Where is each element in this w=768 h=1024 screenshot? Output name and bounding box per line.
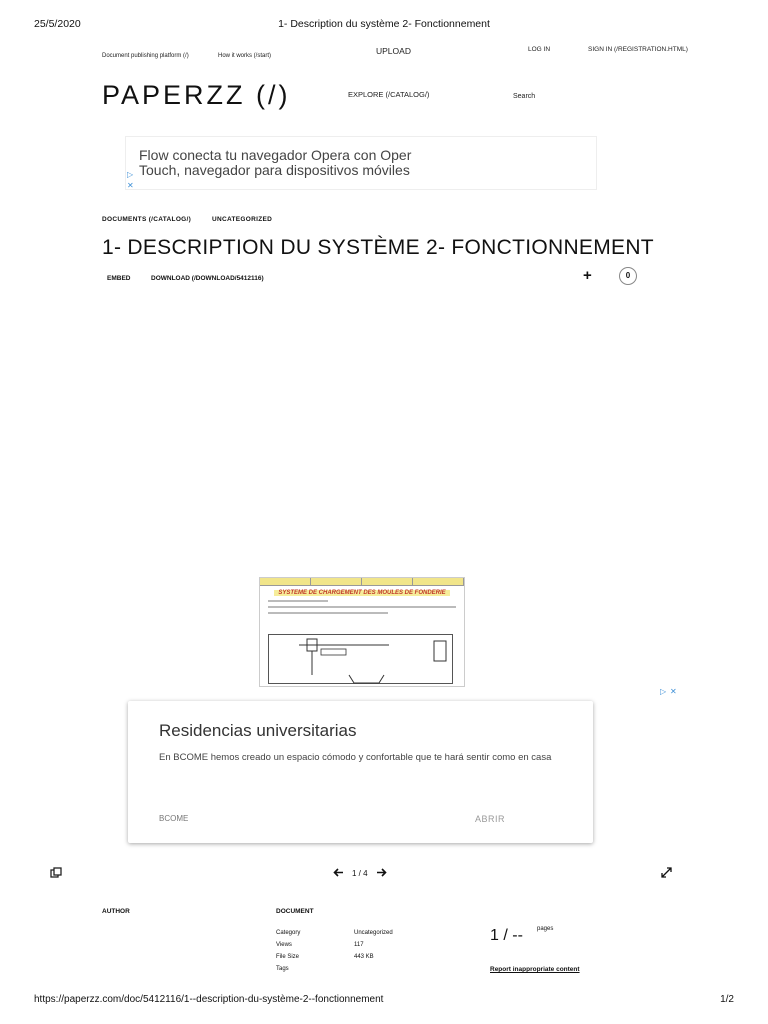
prev-arrow-svg xyxy=(333,868,344,877)
print-page-number: 1/2 xyxy=(720,994,734,1005)
page-count: 1 / -- xyxy=(490,927,523,944)
views-label: Views xyxy=(276,942,292,948)
preview-text-line xyxy=(268,600,328,602)
next-page-icon[interactable] xyxy=(376,866,387,880)
file-size-value: 443 KB xyxy=(354,954,374,960)
preview-text-line xyxy=(268,612,388,614)
bottom-ad-title[interactable]: Residencias universitarias xyxy=(159,721,357,740)
tagline-link[interactable]: Document publishing platform (/) xyxy=(102,53,189,59)
signin-link[interactable]: SIGN IN (/REGISTRATION.HTML) xyxy=(588,46,688,53)
upload-link[interactable]: UPLOAD xyxy=(376,46,411,56)
bottom-ad-open-button[interactable]: ABRIR xyxy=(475,814,506,824)
author-heading: AUTHOR xyxy=(102,908,130,915)
page-navigator xyxy=(333,866,387,880)
pages-label: pages xyxy=(537,926,554,932)
like-count-badge[interactable]: 0 xyxy=(619,267,637,285)
bottom-adchoices-icon[interactable]: ▷ xyxy=(660,687,667,696)
preview-header-bar xyxy=(260,578,464,586)
page-title: 1- DESCRIPTION DU SYSTÈME 2- FONCTIONNEMENT xyxy=(102,236,654,259)
next-arrow-svg xyxy=(376,868,387,877)
adchoices-icon[interactable]: ▷ xyxy=(127,170,134,179)
file-size-label: File Size xyxy=(276,954,300,960)
breadcrumb-documents[interactable]: DOCUMENTS (/CATALOG/) xyxy=(102,216,192,223)
top-ad-text[interactable] xyxy=(139,148,459,178)
copy-icon[interactable] xyxy=(50,867,62,882)
add-icon[interactable]: + xyxy=(583,267,592,284)
fullscreen-icon[interactable] xyxy=(661,867,672,881)
breadcrumb-category[interactable]: UNCATEGORIZED xyxy=(212,216,273,223)
login-link[interactable]: LOG IN xyxy=(528,46,551,53)
site-logo[interactable]: PAPERZZ (/) xyxy=(102,80,291,110)
top-ad-line1: Flow conecta tu navegador Opera con Oper xyxy=(139,148,412,163)
how-it-works-link[interactable]: How it works (/start) xyxy=(218,53,272,59)
top-ad-line2: Touch, navegador para dispositivos móviles xyxy=(139,162,410,178)
bottom-ad-card[interactable] xyxy=(128,701,593,843)
views-value: 117 xyxy=(354,942,364,948)
download-button[interactable]: DOWNLOAD (/DOWNLOAD/5412116) xyxy=(151,275,264,282)
fullscreen-icon-svg xyxy=(661,867,672,878)
embed-button[interactable]: EMBED xyxy=(107,275,131,282)
copy-icon-svg xyxy=(50,867,62,879)
bottom-ad-description: En BCOME hemos creado un espacio cómodo y confortable que te hará sentir como en casa xyxy=(159,752,552,763)
document-preview[interactable] xyxy=(259,577,465,687)
prev-page-icon[interactable] xyxy=(333,866,344,880)
category-value: Uncategorized xyxy=(354,930,393,936)
top-ad-banner[interactable] xyxy=(125,136,597,190)
preview-drawing-svg xyxy=(269,635,454,685)
search-link[interactable]: Search xyxy=(513,93,536,100)
explore-link[interactable]: EXPLORE (/CATALOG/) xyxy=(348,90,430,99)
bottom-ad-close-icon[interactable]: ✕ xyxy=(670,687,677,696)
bottom-ad-brand: BCOME xyxy=(159,814,189,823)
preview-heading: SYSTEME DE CHARGEMENT DES MOULES DE FONDERIE xyxy=(274,590,450,596)
print-title: 1- Description du système 2- Fonctionnement xyxy=(278,18,490,30)
page-indicator: 1 / 4 xyxy=(352,868,368,878)
category-label: Category xyxy=(276,930,301,936)
document-heading: DOCUMENT xyxy=(276,908,314,915)
report-link[interactable]: Report inappropriate content xyxy=(490,966,580,973)
ad-close-icon[interactable]: ✕ xyxy=(127,181,134,190)
preview-text-line xyxy=(268,606,456,608)
print-url: https://paperzz.com/doc/5412116/1--description-du-système-2--fonctionnement xyxy=(34,994,384,1005)
print-date: 25/5/2020 xyxy=(34,18,81,30)
preview-drawing xyxy=(268,634,453,684)
tags-label: Tags xyxy=(276,966,289,972)
